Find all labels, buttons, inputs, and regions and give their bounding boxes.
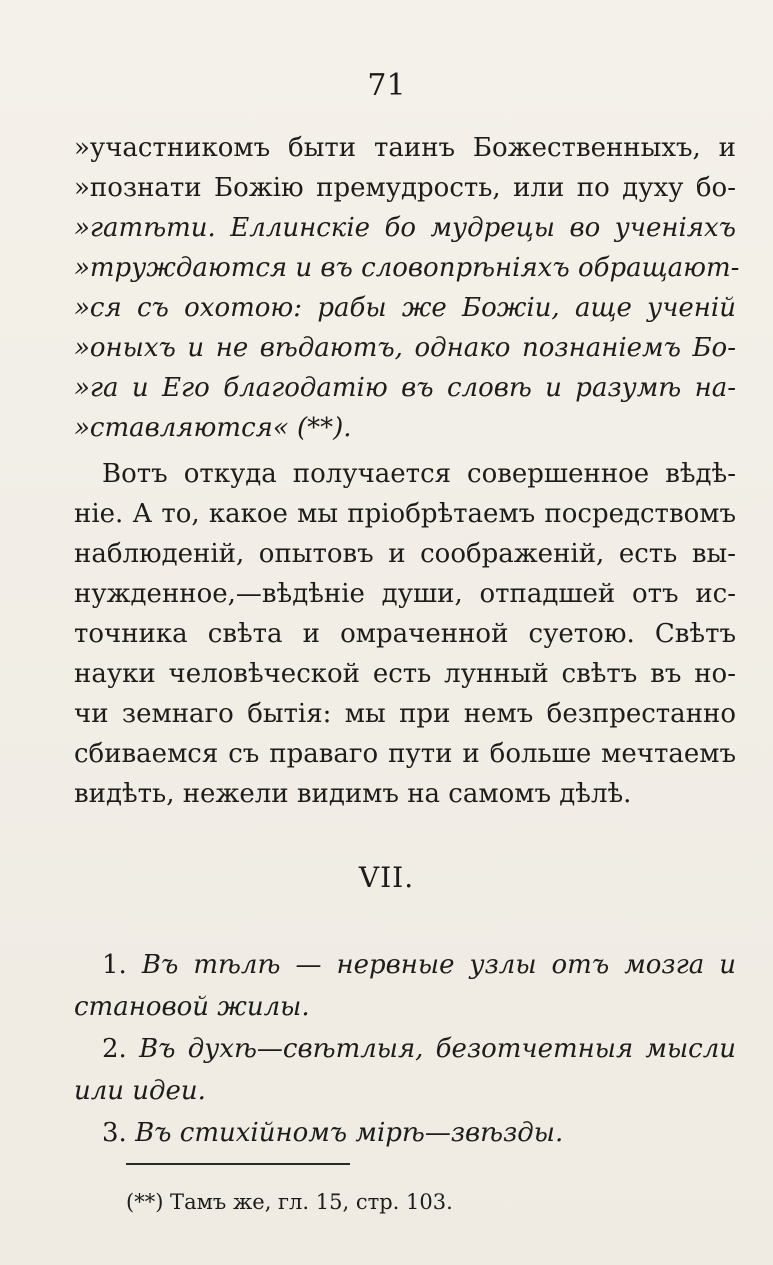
quote-block (74, 128, 740, 448)
paragraph-line: ніе. А то, какое мы пріобрѣтаемъ посредствомъ (74, 499, 736, 529)
quote-line: »ся съ охотою: рабы же Божіи, аще ученій (74, 293, 736, 323)
paragraph-line: нужденное,—вѣдѣніе души, отпадшей отъ ис- (74, 579, 736, 609)
list-item-text: Въ тѣлѣ — нервные узлы отъ мозга и (141, 950, 737, 980)
quote-line: »гатѣти. Еллинскіе бо мудрецы во ученіяхъ (74, 213, 736, 243)
paragraph-line: видѣть, нежели видимъ на самомъ дѣлѣ. (74, 779, 632, 809)
list-item-continuation: становой жилы. (74, 992, 310, 1022)
list-item-text: Въ духѣ—свѣтлыя, безотчетныя мысли (139, 1034, 737, 1064)
section-heading: VII. (358, 861, 415, 894)
quote-line: »участникомъ быти таинъ Божественныхъ, и (74, 133, 736, 163)
quote-line: »оныхъ и не вѣдаютъ, однако познаніемъ Бо- (74, 333, 736, 363)
numbered-list (74, 944, 736, 1154)
list-item-continuation: или идеи. (74, 1076, 206, 1106)
paragraph-line: наблюденій, опытовъ и соображеній, есть вы- (74, 539, 736, 569)
list-item (74, 944, 736, 986)
quote-line: »познати Божію премудрость, или по духу бо- (74, 173, 736, 203)
paragraph-line: сбиваемся съ праваго пути и больше мечтаемъ (74, 739, 736, 769)
paragraph-line: науки человѣческой есть лунный свѣтъ въ но- (74, 659, 736, 689)
list-item (74, 1028, 736, 1070)
page-number: 71 (367, 68, 406, 103)
paragraph-line: чи земнаго бытія: мы при немъ безпрестанно (74, 699, 736, 729)
list-item-number: 1. (102, 950, 127, 980)
list-item-number: 2. (102, 1034, 127, 1064)
paragraph (74, 454, 736, 814)
list-item-text: Въ стихійномъ мірѣ—звѣзды. (135, 1118, 564, 1148)
footnote: (**) Тамъ же, гл. 15, стр. 103. (126, 1190, 453, 1214)
quote-line: »га и Его благодатію въ словѣ и разумѣ на- (74, 373, 736, 403)
paragraph-line: Вотъ откуда получается совершенное вѣдѣ- (102, 459, 736, 489)
quote-line: »ставляются« (**). (74, 413, 352, 443)
footnote-rule (126, 1163, 350, 1165)
list-item-number: 3. (102, 1118, 127, 1148)
list-item (74, 1112, 736, 1154)
paragraph-line: точника свѣта и омраченной суетою. Свѣтъ (74, 619, 736, 649)
quote-line: »труждаются и въ словопрѣніяхъ обращают- (74, 253, 740, 283)
